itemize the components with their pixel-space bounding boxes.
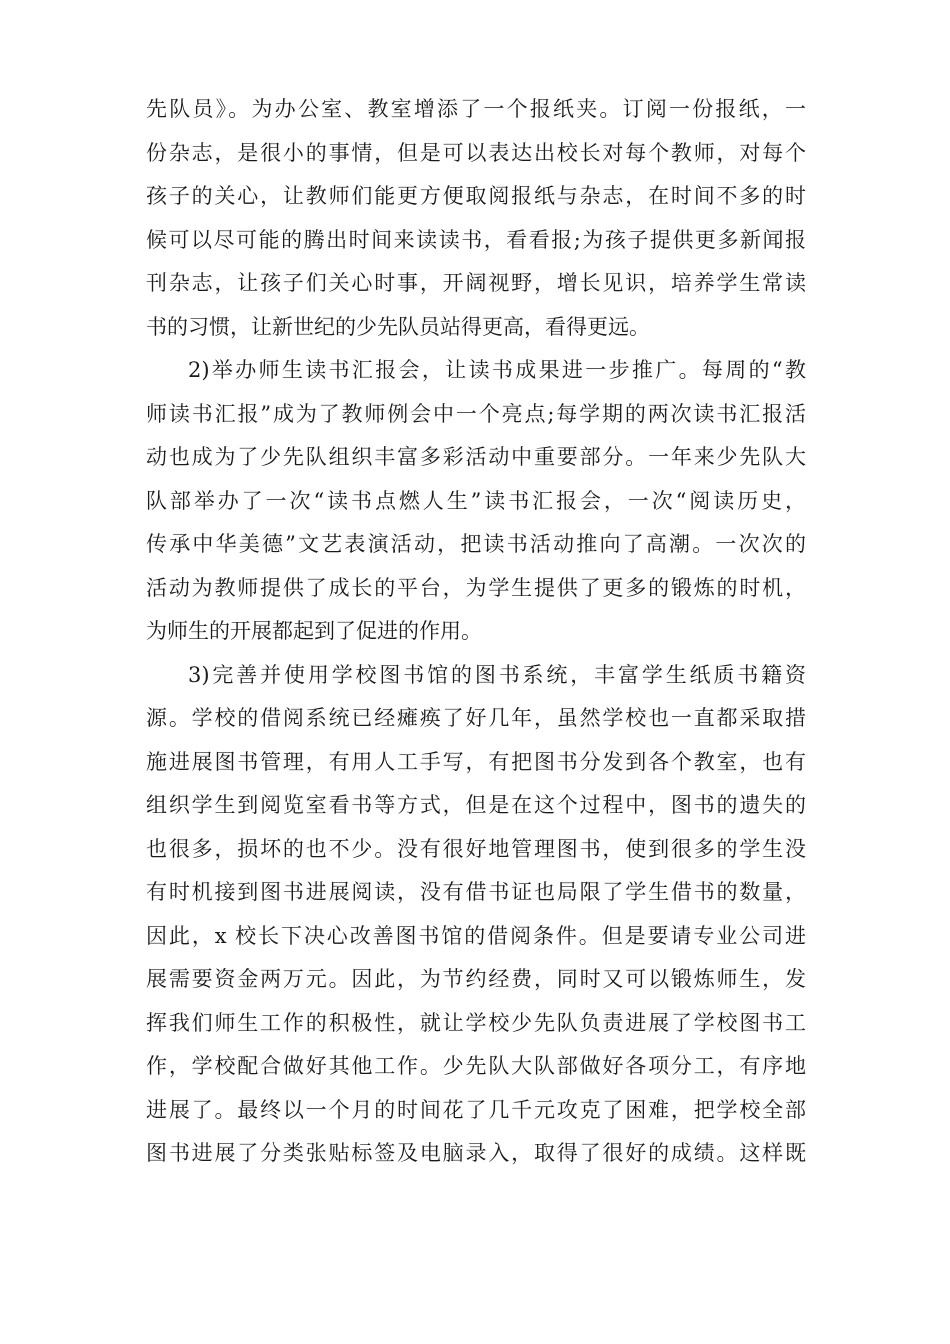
paragraph-2-line-5: 传承中华美德”文艺表演活动，把读书活动推向了高潮。一次次的 (146, 532, 806, 556)
paragraph-1-line-4: 候可以尽可能的腾出时间来读读书，看看报;为孩子提供更多新闻报 (146, 227, 806, 252)
paragraph-1-line-6: 书的习惯，让新世纪的少先队员站得更高，看得更远。 (146, 314, 650, 339)
body-text (146, 88, 806, 1176)
paragraph-2-line-7: 为师生的开展都起到了促进的作用。 (146, 619, 482, 643)
paragraph-2-line-3: 动也成为了少先队组织丰富多彩活动中重要部分。一年来少先队大 (146, 445, 806, 469)
paragraph-3-line-2: 源。学校的借阅系统已经瘫痪了好几年，虽然学校也一直都采取措 (146, 706, 806, 730)
paragraph-3-line-9: 挥我们师生工作的积极性，就让学校少先队负责进展了学校图书工 (146, 1010, 806, 1035)
paragraph-2-line-2: 师读书汇报”成为了教师例会中一个亮点;每学期的两次读书汇报活 (146, 401, 806, 426)
paragraph-3-line-11: 进展了。最终以一个月的时间花了几千元攻克了困难，把学校全部 (146, 1097, 806, 1122)
paragraph-3-line-10: 作，学校配合做好其他工作。少先队大队部做好各项分工，有序地 (146, 1054, 806, 1078)
paragraph-3-line-1: 3)完善并使用学校图书馆的图书系统，丰富学生纸质书籍资 (188, 662, 806, 687)
paragraph-3-line-6: 有时机接到图书进展阅读，没有借书证也局限了学生借书的数量， (146, 880, 806, 904)
paragraph-3-line-4: 组织学生到阅览室看书等方式，但是在这个过程中，图书的遗失的 (146, 793, 806, 817)
paragraph-3-line-3: 施进展图书管理，有用人工手写，有把图书分发到各个教室，也有 (146, 749, 806, 774)
paragraph-2-line-1: 2)举办师生读书汇报会，让读书成果进一步推广。每周的“教 (188, 358, 806, 382)
paragraph-3-line-5: 也很多，损坏的也不少。没有很好地管理图书，使到很多的学生没 (146, 836, 806, 861)
paragraph-3-line-8: 展需要资金两万元。因此，为节约经费，同时又可以锻炼师生，发 (146, 967, 806, 991)
paragraph-3-line-7: 因此，x 校长下决心改善图书馆的借阅条件。但是要请专业公司进 (146, 923, 806, 948)
paragraph-1-line-1: 先队员》。为办公室、教室增添了一个报纸夹。订阅一份报纸，一 (146, 97, 806, 121)
paragraph-2-line-4: 队部举办了一次“读书点燃人生”读书汇报会，一次“阅读历史， (146, 488, 806, 513)
paragraph-2-line-6: 活动为教师提供了成长的平台，为学生提供了更多的锻炼的时机， (146, 575, 806, 600)
paragraph-1-line-2: 份杂志，是很小的事情，但是可以表达出校长对每个教师，对每个 (146, 140, 806, 165)
paragraph-1-line-3: 孩子的关心，让教师们能更方便取阅报纸与杂志，在时间不多的时 (146, 184, 806, 208)
paragraph-3-line-12: 图书进展了分类张贴标签及电脑录入，取得了很好的成绩。这样既 (146, 1141, 806, 1165)
paragraph-1-line-5: 刊杂志，让孩子们关心时事，开阔视野，增长见识，培养学生常读 (146, 271, 806, 295)
